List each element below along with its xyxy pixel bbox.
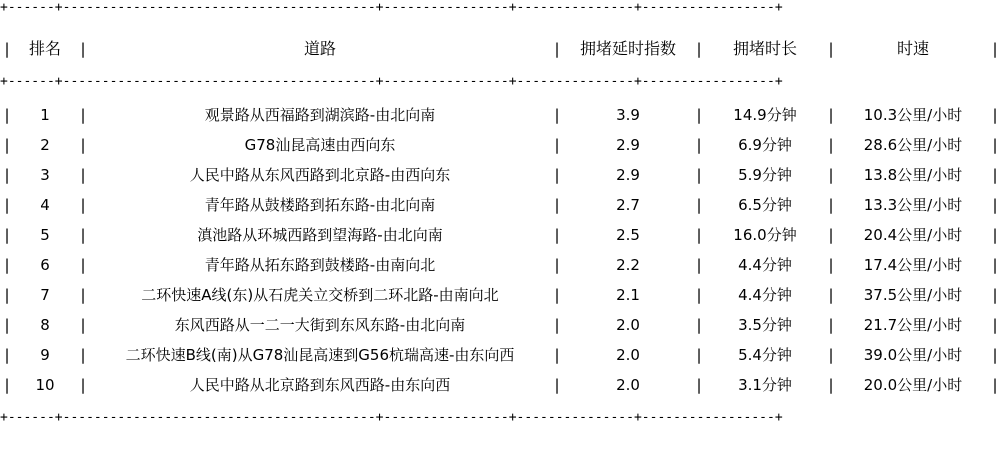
cell-rank: 10 [35,376,55,394]
cell-congestion-duration: 6.9分钟 [738,136,792,154]
table-row [0,280,1002,310]
pipe-separator: | [826,316,836,334]
cell-congestion-index: 2.0 [616,346,640,364]
pipe-separator: | [990,136,1000,154]
pipe-separator: | [78,256,88,274]
pipe-separator: | [826,256,836,274]
cell-congestion-duration: 6.5分钟 [738,196,792,214]
pipe-separator: | [552,196,562,214]
pipe-separator: | [826,196,836,214]
cell-speed: 39.0公里/小时 [863,346,963,364]
pipe-separator: | [826,376,836,394]
cell-road: 二环快速B线(南)从G78汕昆高速到G56杭瑞高速-由东向西 [125,346,515,364]
table-row [0,340,1002,370]
header-rank: 排名 [28,39,61,58]
table-rule-middle [0,74,1002,90]
cell-road: 二环快速A线(东)从石虎关立交桥到二环北路-由南向北 [141,286,499,304]
cell-speed: 37.5公里/小时 [863,286,963,304]
table-rule-bottom [0,410,1002,426]
pipe-separator: | [78,40,88,58]
pipe-separator: | [694,376,704,394]
pipe-separator: | [78,226,88,244]
header-speed: 时速 [896,39,929,58]
pipe-separator: | [78,106,88,124]
header-congestion-index: 拥堵延时指数 [579,39,676,58]
rule-line-middle: +------+----------------------------------------+----------------+---------------+-----------------+ [0,74,783,89]
cell-congestion-index: 2.9 [616,166,640,184]
pipe-separator: | [990,106,1000,124]
cell-congestion-duration: 3.5分钟 [738,316,792,334]
pipe-separator: | [826,106,836,124]
pipe-separator: | [2,286,12,304]
pipe-separator: | [552,166,562,184]
pipe-separator: | [78,316,88,334]
cell-speed: 10.3公里/小时 [863,106,963,124]
pipe-separator: | [826,286,836,304]
pipe-separator: | [2,346,12,364]
table-row [0,220,1002,250]
pipe-separator: | [552,316,562,334]
pipe-separator: | [990,316,1000,334]
header-road: 道路 [303,39,336,58]
pipe-separator: | [552,346,562,364]
pipe-separator: | [694,166,704,184]
table-row [0,310,1002,340]
cell-congestion-index: 2.7 [616,196,640,214]
table-row [0,370,1002,400]
cell-rank: 4 [40,196,50,214]
cell-rank: 5 [40,226,50,244]
cell-rank: 2 [40,136,50,154]
table-rule-top [0,0,1002,16]
pipe-separator: | [990,226,1000,244]
table-row [0,160,1002,190]
cell-rank: 1 [40,106,50,124]
pipe-separator: | [990,286,1000,304]
pipe-separator: | [694,106,704,124]
pipe-separator: | [694,40,704,58]
cell-congestion-index: 2.0 [616,376,640,394]
cell-rank: 6 [40,256,50,274]
cell-congestion-duration: 5.4分钟 [738,346,792,364]
pipe-separator: | [990,256,1000,274]
cell-rank: 8 [40,316,50,334]
cell-road: 人民中路从北京路到东风西路-由东向西 [189,376,451,394]
cell-speed: 21.7公里/小时 [863,316,963,334]
pipe-separator: | [694,136,704,154]
header-congestion-duration: 拥堵时长 [732,39,797,58]
spacer-above-header [0,16,1002,34]
pipe-separator: | [2,106,12,124]
pipe-separator: | [552,226,562,244]
pipe-separator: | [552,286,562,304]
pipe-separator: | [826,166,836,184]
cell-congestion-index: 2.1 [616,286,640,304]
pipe-separator: | [2,376,12,394]
pipe-separator: | [2,40,12,58]
cell-rank: 7 [40,286,50,304]
pipe-separator: | [694,346,704,364]
cell-road: G78汕昆高速由西向东 [244,136,396,154]
cell-rank: 3 [40,166,50,184]
pipe-separator: | [990,40,1000,58]
cell-congestion-index: 3.9 [616,106,640,124]
pipe-separator: | [694,256,704,274]
pipe-separator: | [990,346,1000,364]
pipe-separator: | [552,106,562,124]
pipe-separator: | [694,316,704,334]
cell-road: 东风西路从一二一大街到东风东路-由北向南 [174,316,466,334]
pipe-separator: | [826,136,836,154]
rule-line-top: +------+----------------------------------------+----------------+---------------+-----------------+ [0,0,783,15]
pipe-separator: | [552,376,562,394]
spacer-below-rows [0,400,1002,410]
cell-speed: 20.0公里/小时 [863,376,963,394]
cell-speed: 17.4公里/小时 [863,256,963,274]
pipe-separator: | [694,286,704,304]
pipe-separator: | [826,346,836,364]
pipe-separator: | [552,40,562,58]
cell-road: 青年路从鼓楼路到拓东路-由北向南 [204,196,436,214]
rule-line-bottom: +------+----------------------------------------+----------------+---------------+-----------------+ [0,410,783,425]
pipe-separator: | [78,136,88,154]
pipe-separator: | [826,40,836,58]
table-row [0,190,1002,220]
pipe-separator: | [2,256,12,274]
cell-congestion-index: 2.5 [616,226,640,244]
cell-road: 青年路从拓东路到鼓楼路-由南向北 [204,256,436,274]
pipe-separator: | [826,226,836,244]
pipe-separator: | [990,166,1000,184]
pipe-separator: | [78,196,88,214]
cell-congestion-duration: 16.0分钟 [733,226,797,244]
pipe-separator: | [694,226,704,244]
pipe-separator: | [990,376,1000,394]
cell-speed: 20.4公里/小时 [863,226,963,244]
cell-road: 观景路从西福路到湖滨路-由北向南 [204,106,436,124]
pipe-separator: | [2,166,12,184]
cell-speed: 13.3公里/小时 [863,196,963,214]
pipe-separator: | [2,196,12,214]
cell-congestion-index: 2.9 [616,136,640,154]
pipe-separator: | [990,196,1000,214]
spacer-below-header [0,64,1002,74]
pipe-separator: | [78,346,88,364]
cell-congestion-duration: 4.4分钟 [738,256,792,274]
cell-congestion-duration: 14.9分钟 [733,106,797,124]
pipe-separator: | [78,166,88,184]
cell-road: 滇池路从环城西路到望海路-由北向南 [197,226,443,244]
pipe-separator: | [2,136,12,154]
pipe-separator: | [2,226,12,244]
table-row [0,100,1002,130]
pipe-separator: | [552,256,562,274]
cell-congestion-duration: 4.4分钟 [738,286,792,304]
spacer-above-rows [0,90,1002,100]
pipe-separator: | [78,376,88,394]
pipe-separator: | [2,316,12,334]
cell-congestion-duration: 3.1分钟 [738,376,792,394]
cell-speed: 13.8公里/小时 [863,166,963,184]
table-header-row [0,34,1002,64]
cell-congestion-index: 2.2 [616,256,640,274]
table-row [0,250,1002,280]
pipe-separator: | [552,136,562,154]
cell-speed: 28.6公里/小时 [863,136,963,154]
cell-rank: 9 [40,346,50,364]
cell-congestion-index: 2.0 [616,316,640,334]
pipe-separator: | [78,286,88,304]
pipe-separator: | [694,196,704,214]
cell-congestion-duration: 5.9分钟 [738,166,792,184]
table-row [0,130,1002,160]
cell-road: 人民中路从东风西路到北京路-由西向东 [189,166,451,184]
